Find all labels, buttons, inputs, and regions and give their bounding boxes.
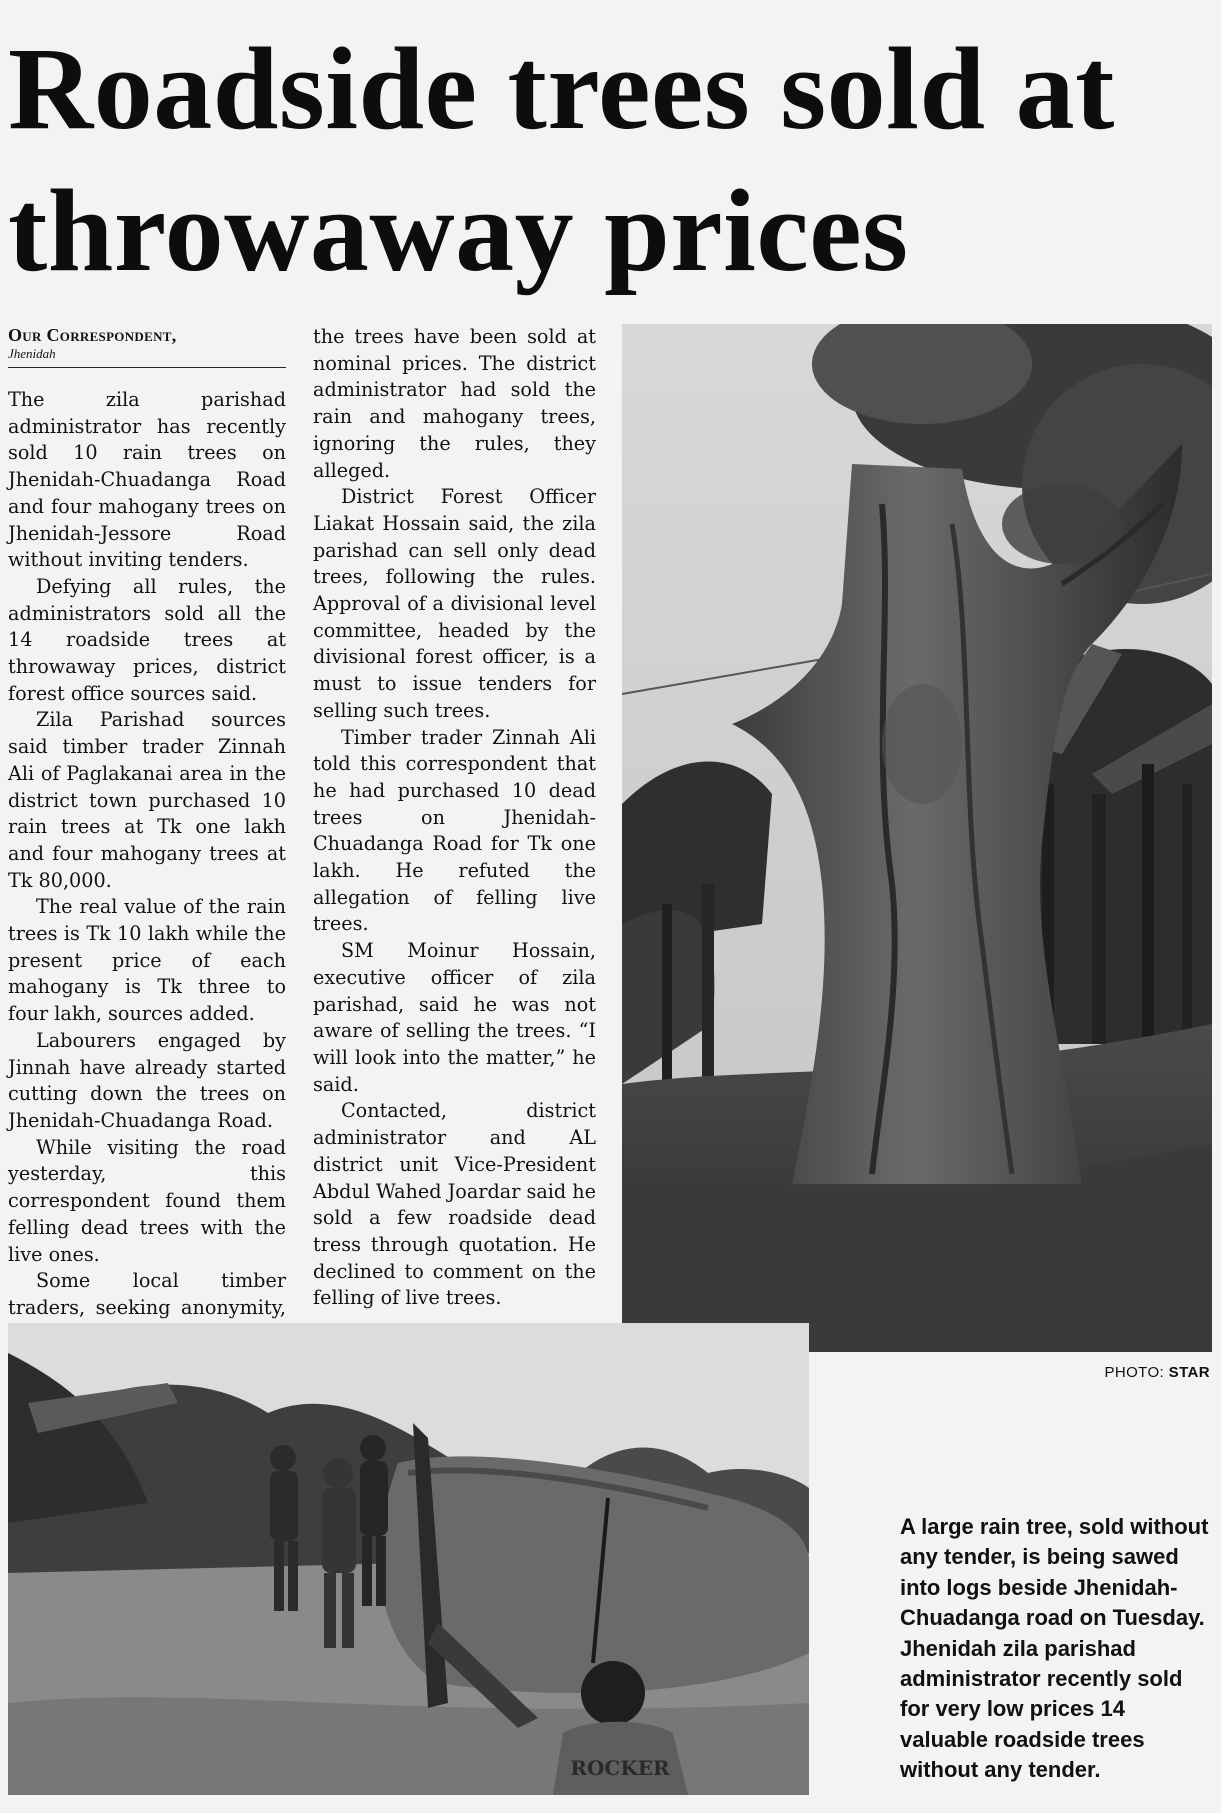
paragraph: Some local timber traders, seeking anonymity, (8, 1269, 286, 1319)
paragraph: The real value of the rain trees is Tk 10 lakh while the present price of each mahogany is Tk three to four lakh, sources added. (8, 895, 286, 1026)
article-column-2 (313, 324, 596, 1312)
paragraph: Defying all rules, the administrators sold all the 14 roadside trees at throwaway prices, district forest office sources said. (8, 574, 286, 705)
photo-credit-prefix: PHOTO: (1104, 1364, 1165, 1381)
photo-caption: A large rain tree, sold without any tender, is being sawed into logs beside Jhenidah-Chuadanga road on Tuesday. Jhenidah zila parishad administrator recently sold for very low prices 14 valuable roadside trees without any tender. (900, 1514, 1209, 1783)
paragraph: District Forest Officer Liakat Hossain said, the zila parishad can sell only dead trees, following the rules. Approval of a divisional level committee, headed by the divisional forest officer, is a must to issue tenders for selling such trees. (313, 485, 596, 722)
byline-name: Our Correspondent, (8, 325, 177, 345)
paragraph: Contacted, district administrator and AL district unit Vice-President Abdul Wahed Joardar said he sold a few roadside dead tress through quotation. He declined to comment on the felling of live trees. (313, 1099, 596, 1310)
paragraph: Labourers engaged by Jinnah have already started cutting down the trees on Jhenidah-Chuadanga Road. (8, 1028, 286, 1132)
photo-credit-source: STAR (1168, 1364, 1210, 1381)
article-column-1 (8, 387, 286, 1348)
paragraph: The zila parishad administrator has recently sold 10 rain trees on Jhenidah-Chuadanga Road and four mahogany trees on Jhenidah-Jessore Road without inviting tenders. (8, 388, 286, 572)
paragraph: SM Moinur Hossain, executive officer of zila parishad, said he was not aware of selling the trees. “I will look into the matter,” he said. (313, 939, 596, 1096)
paragraph: the trees have been sold at nominal prices. The district administrator had sold the rain and mahogany trees, ignoring the rules, they alleged. (313, 325, 596, 482)
byline-place: Jhenidah (8, 346, 56, 361)
sawing-logs-photo (8, 1323, 809, 1795)
byline (8, 325, 286, 368)
paragraph: While visiting the road yesterday, this correspondent found them felling dead trees with the live ones. (8, 1135, 286, 1266)
shirt-print: ROCKER (570, 1756, 670, 1780)
tree-stump-photo (622, 324, 1212, 1352)
headline: Roadside trees sold at throwaway prices (8, 23, 1115, 296)
photo-credit (1030, 1364, 1210, 1381)
paragraph: Timber trader Zinnah Ali told this correspondent that he had purchased 10 dead trees on Jhenidah-Chuadanga Road for Tk one lakh. He refuted the allegation of felling live trees. (313, 725, 596, 936)
paragraph: Zila Parishad sources said timber trader Zinnah Ali of Paglakanai area in the district town purchased 10 rain trees at Tk one lakh and four mahogany trees at Tk 80,000. (8, 708, 286, 892)
